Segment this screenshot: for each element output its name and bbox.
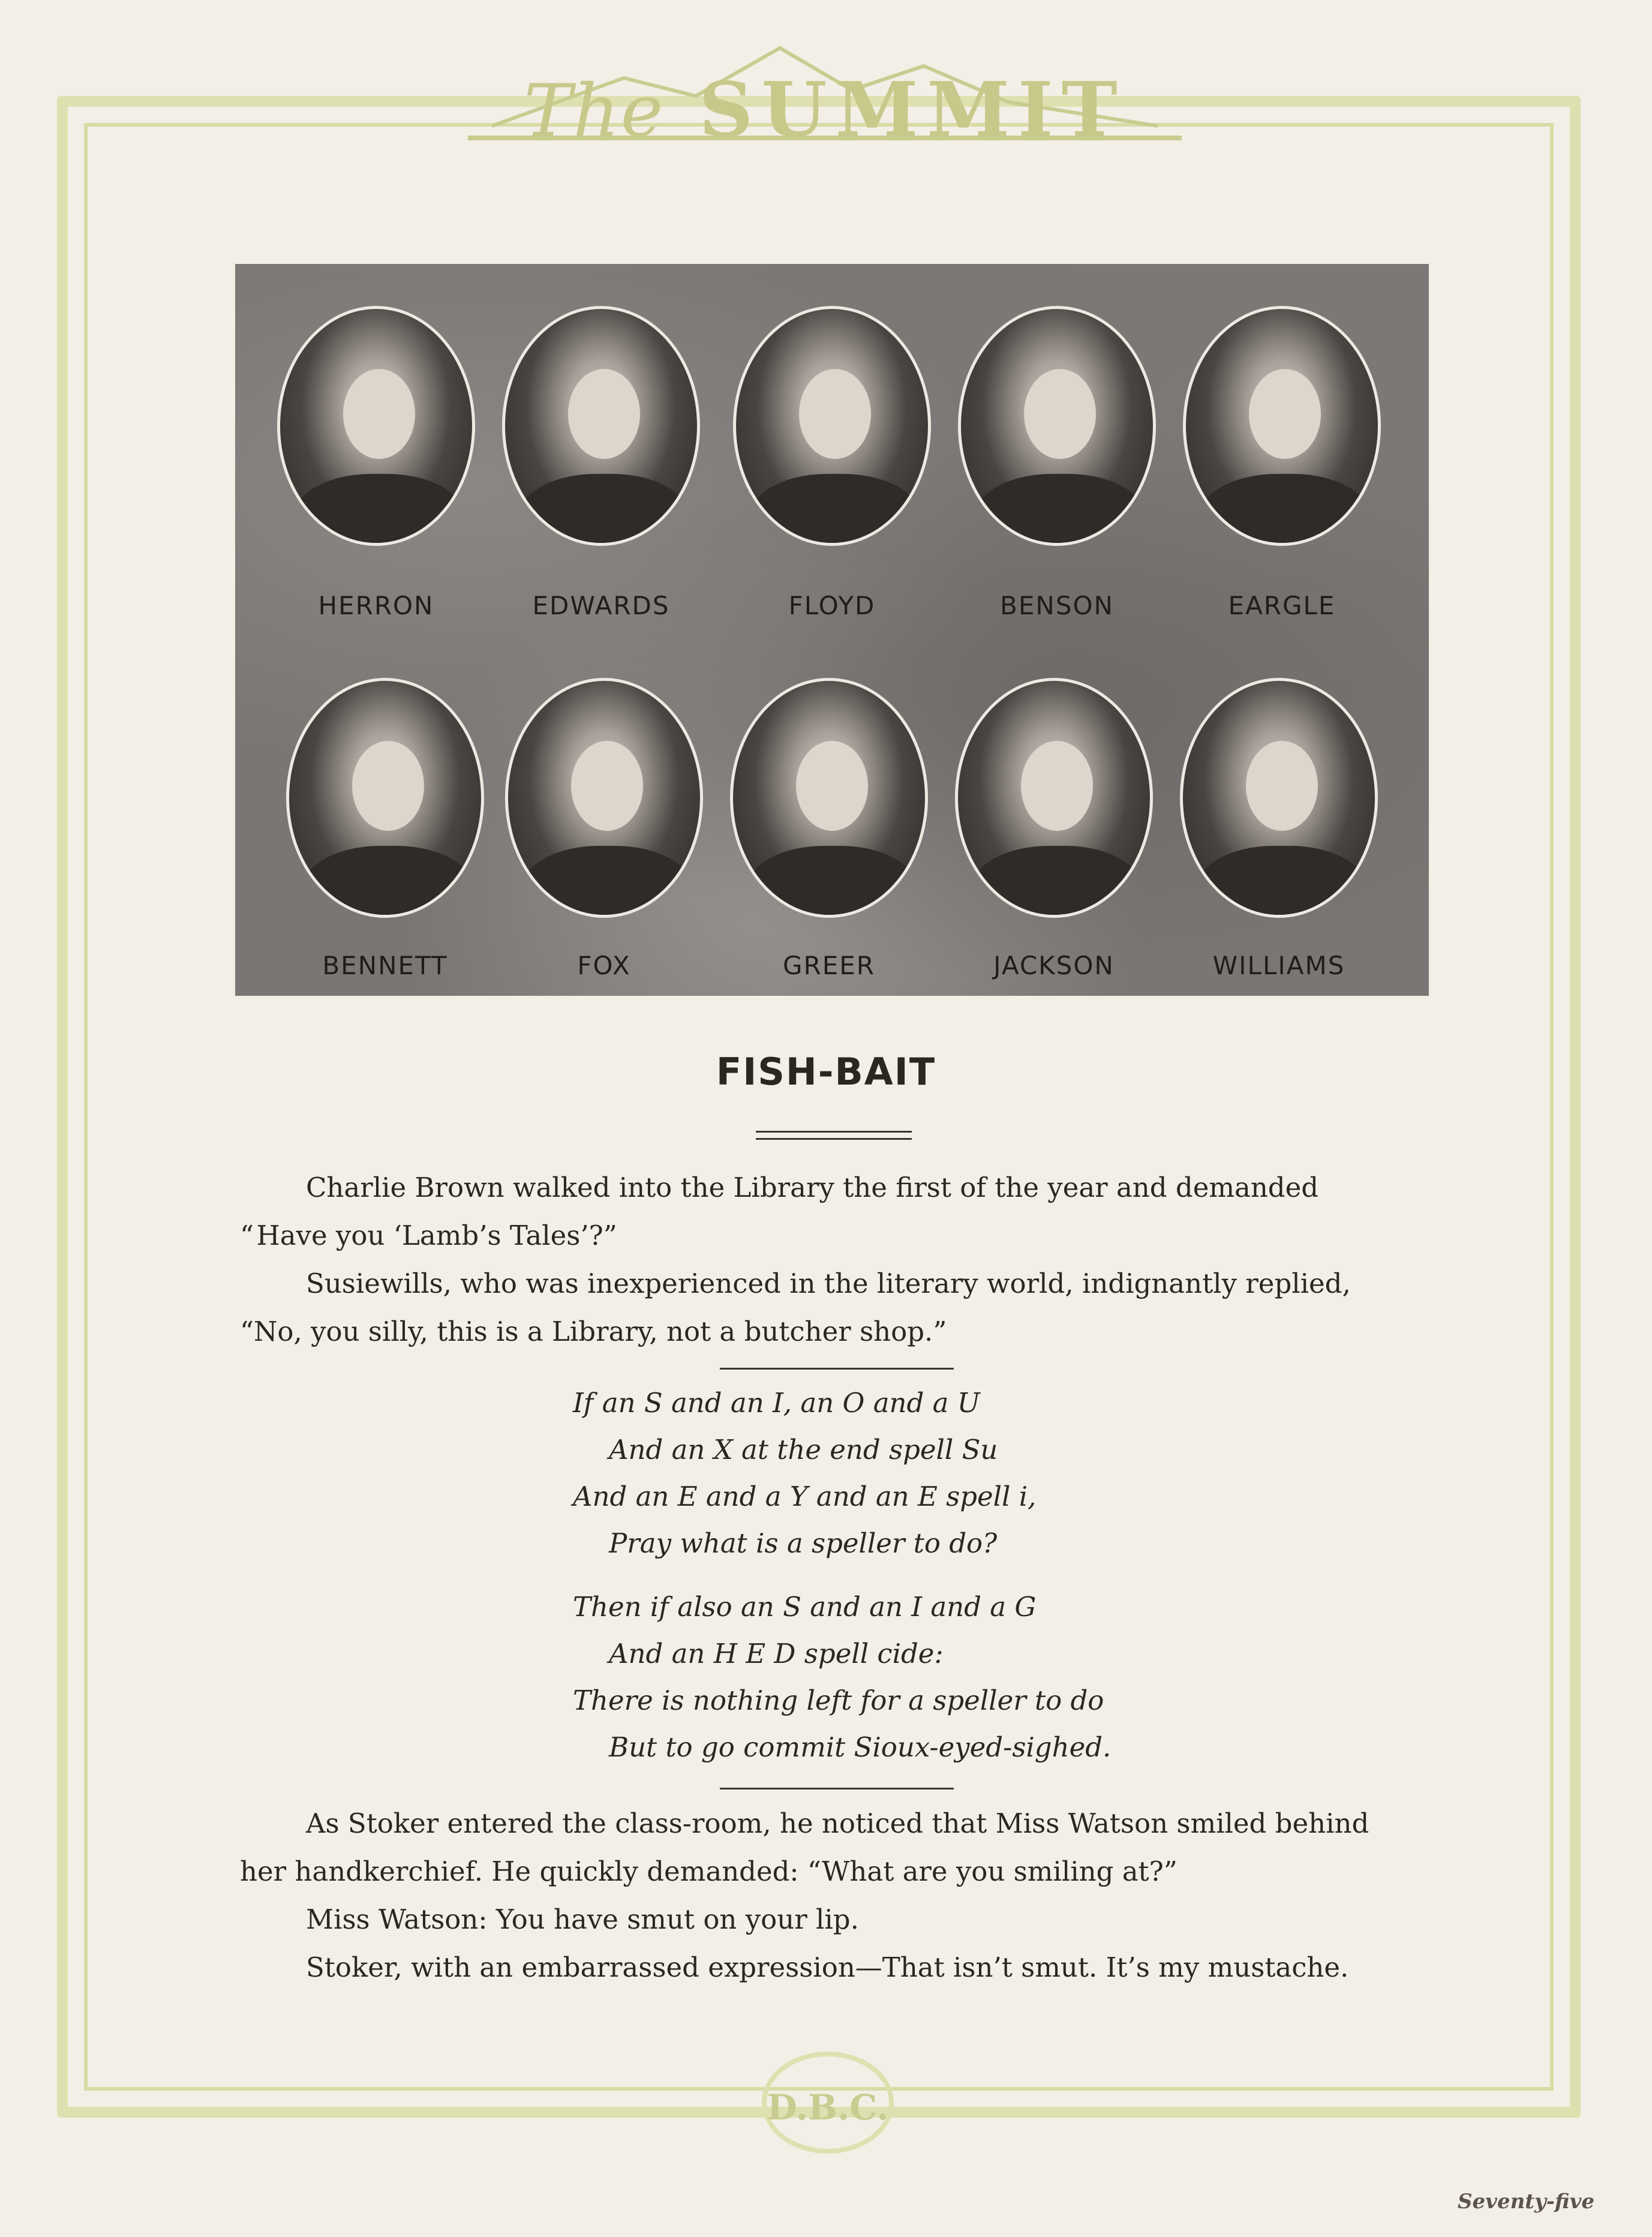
masthead-name: SUMMIT (699, 66, 1126, 154)
portrait-benson (958, 306, 1156, 546)
name-label: FLOYD (788, 591, 876, 620)
poem-line: And an H E D spell cide: (609, 1638, 944, 1670)
title-divider (756, 1131, 912, 1133)
poem-stanza-1 (573, 1380, 1293, 1567)
masthead (468, 24, 1182, 156)
story-watson (240, 1800, 1434, 1992)
section-divider (720, 1788, 954, 1789)
title-divider-2 (756, 1138, 912, 1140)
masthead-the: The (524, 70, 665, 153)
poem-stanza-2 (573, 1584, 1293, 1771)
story-line: her handkerchief. He quickly demanded: “What are you smiling at?” (240, 1855, 1178, 1887)
portrait-herron (277, 306, 475, 546)
portrait-jackson (955, 678, 1153, 918)
name-label: HERRON (318, 591, 434, 620)
story-line: Charlie Brown walked into the Library the first of the year and demanded (306, 1172, 1319, 1203)
story-line: Miss Watson: You have smut on your lip. (306, 1903, 859, 1935)
portrait-edwards (502, 306, 700, 546)
portrait-floyd (733, 306, 931, 546)
portrait-williams (1180, 678, 1378, 918)
story-line: As Stoker entered the class-room, he noticed that Miss Watson smiled behind (306, 1807, 1369, 1839)
poem-line: Pray what is a speller to do? (609, 1527, 998, 1559)
poem-line: If an S and an I, an O and a U (573, 1387, 980, 1419)
story-library (240, 1164, 1434, 1356)
dbc-emblem: D.B.C. (762, 2052, 894, 2154)
story-line: “No, you silly, this is a Library, not a butcher shop.” (240, 1316, 947, 1347)
poem-line: And an E and a Y and an E spell i, (573, 1481, 1037, 1512)
story-line: Stoker, with an embarrassed expression—That isn’t smut. It’s my mustache. (306, 1951, 1349, 1983)
page-number: Seventy-five (1458, 2190, 1594, 2214)
story-line: Susiewills, who was inexperienced in the literary world, indignantly replied, (306, 1268, 1351, 1299)
name-label: EDWARDS (532, 591, 670, 620)
page-title: FISH-BAIT (716, 1050, 936, 1094)
name-label: WILLIAMS (1212, 951, 1345, 980)
name-label: BENNETT (322, 951, 448, 980)
portrait-fox (505, 678, 703, 918)
portrait-greer (730, 678, 928, 918)
portrait-bennett (286, 678, 484, 918)
poem-line: Then if also an S and an I and a G (573, 1591, 1037, 1623)
name-label: GREER (783, 951, 875, 980)
name-label: EARGLE (1228, 591, 1336, 620)
section-divider (720, 1368, 954, 1370)
story-line: “ Have you ‘Lamb’s Tales’?” (240, 1220, 617, 1251)
poem-line: There is nothing left for a speller to do (573, 1684, 1104, 1716)
name-label: JACKSON (993, 951, 1115, 980)
class-photo-panel (235, 264, 1429, 996)
portrait-eargle (1183, 306, 1381, 546)
name-label: FOX (577, 951, 631, 980)
poem-line: But to go commit Sioux-eyed-sighed. (609, 1731, 1112, 1763)
poem-line: And an X at the end spell Su (609, 1434, 998, 1466)
name-label: BENSON (1000, 591, 1114, 620)
masthead-title (468, 66, 1182, 154)
